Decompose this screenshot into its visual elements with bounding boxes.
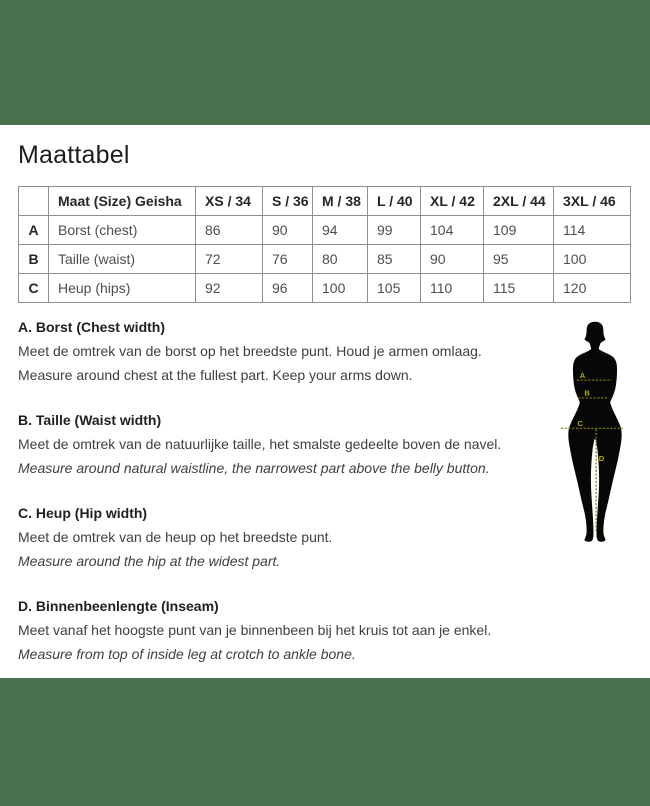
- row-letter-cell: C: [19, 274, 49, 303]
- column-header-m: M / 38: [313, 187, 368, 216]
- section-waist: [18, 408, 548, 480]
- column-header-2xl: 2XL / 44: [484, 187, 554, 216]
- table-row-waist: [19, 245, 631, 274]
- section-text-nl: Meet de omtrek van de borst op het breedste punt. Houd je armen omlaag.: [18, 343, 482, 359]
- size-table: [18, 186, 631, 303]
- row-letter-cell: B: [19, 245, 49, 274]
- column-header-s: S / 36: [263, 187, 313, 216]
- female-silhouette-diagram: [557, 321, 633, 543]
- section-text-en: Measure around the hip at the widest part.: [18, 553, 281, 569]
- value-cell: 80: [313, 245, 368, 274]
- table-row-hips: [19, 274, 631, 303]
- value-cell: 100: [313, 274, 368, 303]
- section-heading: A. Borst (Chest width): [18, 319, 165, 335]
- section-hips: [18, 501, 548, 573]
- section-text-nl: Meet de omtrek van de natuurlijke taille, het smalste gedeelte boven de navel.: [18, 436, 502, 452]
- chest-line-label: A: [579, 371, 586, 380]
- table-row-chest: [19, 216, 631, 245]
- hip-line-label: C: [577, 419, 584, 429]
- column-header-xl: XL / 42: [421, 187, 484, 216]
- value-cell: 105: [368, 274, 421, 303]
- size-table-header-row: [19, 187, 631, 216]
- value-cell: 104: [421, 216, 484, 245]
- female-silhouette: [568, 322, 621, 542]
- value-cell: 85: [368, 245, 421, 274]
- value-cell: 76: [263, 245, 313, 274]
- inseam-line-label: D: [598, 453, 605, 463]
- value-cell: 120: [554, 274, 631, 303]
- value-cell: 86: [196, 216, 263, 245]
- value-cell: 115: [484, 274, 554, 303]
- value-cell: 114: [554, 216, 631, 245]
- row-label-cell: Heup (hips): [49, 274, 196, 303]
- waist-line-label: B: [584, 388, 590, 398]
- row-label-cell: Borst (chest): [49, 216, 196, 245]
- value-cell: 96: [263, 274, 313, 303]
- column-header-xs: XS / 34: [196, 187, 263, 216]
- value-cell: 90: [421, 245, 484, 274]
- value-cell: 92: [196, 274, 263, 303]
- corner-cell: [19, 187, 49, 216]
- value-cell: 100: [554, 245, 631, 274]
- section-heading: B. Taille (Waist width): [18, 412, 162, 428]
- value-cell: 90: [263, 216, 313, 245]
- row-label-cell: Taille (waist): [49, 245, 196, 274]
- section-inseam: [18, 594, 548, 666]
- footer-band: [0, 678, 650, 806]
- column-header-3xl: 3XL / 46: [554, 187, 631, 216]
- value-cell: 109: [484, 216, 554, 245]
- main-content: [0, 125, 650, 678]
- section-text-en: Measure around chest at the fullest part. Keep your arms down.: [18, 367, 413, 383]
- value-cell: 95: [484, 245, 554, 274]
- value-cell: 110: [421, 274, 484, 303]
- row-letter-cell: A: [19, 216, 49, 245]
- section-text-en: Measure from top of inside leg at crotch to ankle bone.: [18, 646, 356, 662]
- section-text-nl: Meet de omtrek van de heup op het breedste punt.: [18, 529, 333, 545]
- section-heading: D. Binnenbeenlengte (Inseam): [18, 598, 219, 614]
- measurement-instructions: [18, 315, 548, 666]
- body-measurement-figure: [557, 321, 633, 543]
- section-chest: [18, 315, 548, 387]
- section-heading: C. Heup (Hip width): [18, 505, 148, 521]
- column-header-measure: Maat (Size) Geisha: [49, 187, 196, 216]
- column-header-l: L / 40: [368, 187, 421, 216]
- value-cell: 72: [196, 245, 263, 274]
- section-text-en: Measure around natural waistline, the narrowest part above the belly button.: [18, 460, 490, 476]
- header-band: [0, 0, 650, 125]
- value-cell: 94: [313, 216, 368, 245]
- value-cell: 99: [368, 216, 421, 245]
- page-title: Maattabel: [18, 141, 130, 169]
- section-text-nl: Meet vanaf het hoogste punt van je binnenbeen bij het kruis tot aan je enkel.: [18, 622, 492, 638]
